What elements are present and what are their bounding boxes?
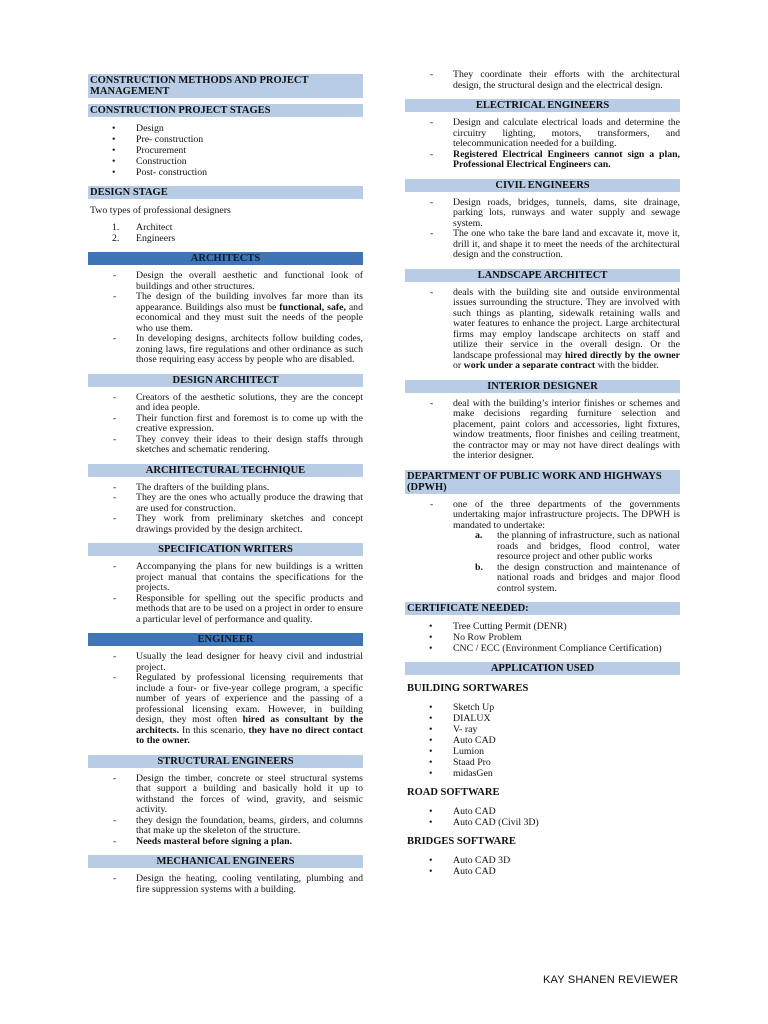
list-item: - Design the timber, concrete or steel structural systems that support a building and basically hold it up to withstand the forces of wind, gravity, and seismic activity. — [88, 774, 363, 816]
interior-header: INTERIOR DESIGNER — [405, 380, 680, 393]
spec-writers-header: SPECIFICATION WRITERS — [88, 543, 363, 556]
mechanical-header: MECHANICAL ENGINEERS — [88, 855, 363, 868]
list-item: • DIALUX — [405, 713, 680, 724]
list-item: • CNC / ECC (Environment Compliance Certification) — [405, 643, 680, 654]
architects-header: ARCHITECTS — [88, 252, 363, 265]
list-item: - Design the overall aesthetic and functional look of buildings and other structures. — [88, 271, 363, 292]
list-item: - In developing designs, architects follow building codes, zoning laws, fire regulations and other ordinance as such those requiring easy access by people who are disabled. — [88, 334, 363, 366]
list-item: • No Row Problem — [405, 632, 680, 643]
landscape-header: LANDSCAPE ARCHITECT — [405, 269, 680, 282]
list-item: • Auto CAD — [405, 806, 680, 817]
stages-header: CONSTRUCTION PROJECT STAGES — [88, 104, 363, 117]
landscape-list — [405, 288, 680, 372]
building-software-label: BUILDING SORTWARES — [407, 683, 529, 694]
civil-header: CIVIL ENGINEERS — [405, 179, 680, 192]
architects-list — [88, 271, 363, 366]
left-column — [88, 70, 363, 895]
dpwh-mandate-list — [405, 531, 680, 594]
list-item: 1. Architect — [112, 222, 173, 233]
engineer-header: ENGINEER — [88, 633, 363, 646]
list-item: - The design of the building involves far more than its appearance. Buildings also must be functional, safe, and economical and they must suit the needs of the people who use them. — [88, 292, 363, 334]
list-item: b. the design construction and maintenance of national roads and bridges and major flood control system. — [475, 561, 680, 594]
list-item: - Responsible for spelling out the specific products and methods that are to be used on a project in order to ensure a particular level of performance and quality. — [88, 594, 363, 626]
list-item: • Procurement — [88, 145, 363, 156]
list-item: - Regulated by professional licensing requirements that include a four- or five-year college program, a specific number of years of experience and the passing of a professional licensing exam. However, in building design, they most often hired as consultant by the architects. In this scenario, they have no direct contact to the owner. — [88, 673, 363, 747]
electrical-list — [405, 118, 680, 171]
design-stage-header: DESIGN STAGE — [88, 186, 363, 199]
list-item: - The one who take the bare land and excavate it, move it, drill it, and shape it to meet the needs of the architectural design and the construction. — [405, 229, 680, 261]
list-item: - They convey their ideas to their design staffs through sketches and schematic rendering. — [88, 435, 363, 456]
list-item: a. the planning of infrastructure, such as national roads and bridges, flood control, water resource project and other public works — [475, 530, 680, 562]
design-architect-list — [88, 393, 363, 456]
list-item: • Staad Pro — [405, 757, 680, 768]
footer-credit: KAY SHANEN REVIEWER — [543, 974, 679, 986]
list-item: • Pre- construction — [88, 134, 363, 145]
list-item: - one of the three departments of the governments undertaking major infrastructure projects. The DPWH is mandated to undertake: — [405, 500, 680, 532]
design-architect-header: DESIGN ARCHITECT — [88, 374, 363, 387]
arch-technique-header: ARCHITECTURAL TECHNIQUE — [88, 464, 363, 477]
list-item: • Design — [88, 123, 363, 134]
list-item: • Auto CAD (Civil 3D) — [405, 817, 680, 828]
design-stage-intro: Two types of professional designers — [90, 205, 231, 216]
list-item: • Construction — [88, 156, 363, 167]
list-item: • V- ray — [405, 724, 680, 735]
app-header: APPLICATION USED — [405, 662, 680, 675]
engineer-list — [88, 652, 363, 747]
list-item: • Lumion — [405, 746, 680, 757]
list-item: - deal with the building’s interior finishes or schemes and make decisions regarding furniture selection and placement, paint colors and accessories, light fixtures, window treatments, floor finishes and ceiling treatment, the contractor may or may not have direct dealings with the interior designer. — [405, 399, 680, 462]
dpwh-header: DEPARTMENT OF PUBLIC WORK AND HIGHWAYS (DPWH) — [405, 470, 680, 494]
list-item: • midasGen — [405, 768, 680, 779]
list-item: • Auto CAD — [405, 866, 680, 877]
structural-list — [88, 774, 363, 848]
list-item: - Creators of the aesthetic solutions, they are the concept and idea people. — [88, 393, 363, 414]
road-software-label: ROAD SOFTWARE — [407, 787, 500, 798]
list-item: 2. Engineers — [112, 233, 176, 244]
list-item: - Registered Electrical Engineers cannot sign a plan, Professional Electrical Engineers can. — [405, 150, 680, 171]
designer-types-list — [88, 222, 363, 244]
certs-list — [405, 621, 680, 654]
bridges-software-label: BRIDGES SOFTWARE — [407, 836, 516, 847]
mechanical-continued-list — [405, 70, 680, 91]
list-item: • Auto CAD 3D — [405, 855, 680, 866]
list-item: - Design roads, bridges, tunnels, dams, site drainage, parking lots, runways and water supply and sewage system. — [405, 198, 680, 230]
list-item: - Accompanying the plans for new buildings is a written project manual that contains the specifications for the projects. — [88, 562, 363, 594]
list-item: - Needs masteral before signing a plan. — [88, 837, 363, 848]
list-item: • Auto CAD — [405, 735, 680, 746]
list-item: - The drafters of the building plans. — [88, 483, 363, 494]
list-item: - They are the ones who actually produce the drawing that are used for construction. — [88, 493, 363, 514]
right-column — [405, 70, 680, 877]
list-item: - They work from preliminary sketches and concept drawings provided by the design architect. — [88, 514, 363, 535]
list-item: • Sketch Up — [405, 702, 680, 713]
list-item: - Usually the lead designer for heavy civil and industrial project. — [88, 652, 363, 673]
list-item: - deals with the building site and outside environmental issues surrounding the structure. They are involved with such things as planting, sidewalk retaining walls and water features to enhance the project. Large architectural firms may employ landscape architects on staff and utilize their service in the overall design. Or the landscape professional may hired directly by the owner or work under a separate contract with the bidder. — [405, 288, 680, 372]
dpwh-list — [405, 500, 680, 532]
spec-writers-list — [88, 562, 363, 625]
building-software-list — [405, 702, 680, 779]
list-item: - They coordinate their efforts with the architectural design, the structural design and the electrical design. — [405, 70, 680, 91]
list-item: - Their function first and foremost is to come up with the creative expression. — [88, 414, 363, 435]
document-title: CONSTRUCTION METHODS AND PROJECT MANAGEMENT — [88, 74, 363, 98]
civil-list — [405, 198, 680, 261]
stages-list — [88, 123, 363, 178]
list-item: • Post- construction — [88, 167, 363, 178]
structural-header: STRUCTURAL ENGINEERS — [88, 755, 363, 768]
electrical-header: ELECTRICAL ENGINEERS — [405, 99, 680, 112]
bridges-software-list — [405, 855, 680, 877]
list-item: • Tree Cutting Permit (DENR) — [405, 621, 680, 632]
arch-technique-list — [88, 483, 363, 536]
list-item: - they design the foundation, beams, girders, and columns that make up the skeleton of the structure. — [88, 816, 363, 837]
interior-list — [405, 399, 680, 462]
cert-header: CERTIFICATE NEEDED: — [405, 602, 680, 615]
mechanical-list — [88, 874, 363, 895]
road-software-list — [405, 806, 680, 828]
list-item: - Design and calculate electrical loads and determine the circuitry lighting, motors, transformers, and telecommunication needed for a building. — [405, 118, 680, 150]
list-item: - Design the heating, cooling ventilating, plumbing and fire suppression systems with a building. — [88, 874, 363, 895]
